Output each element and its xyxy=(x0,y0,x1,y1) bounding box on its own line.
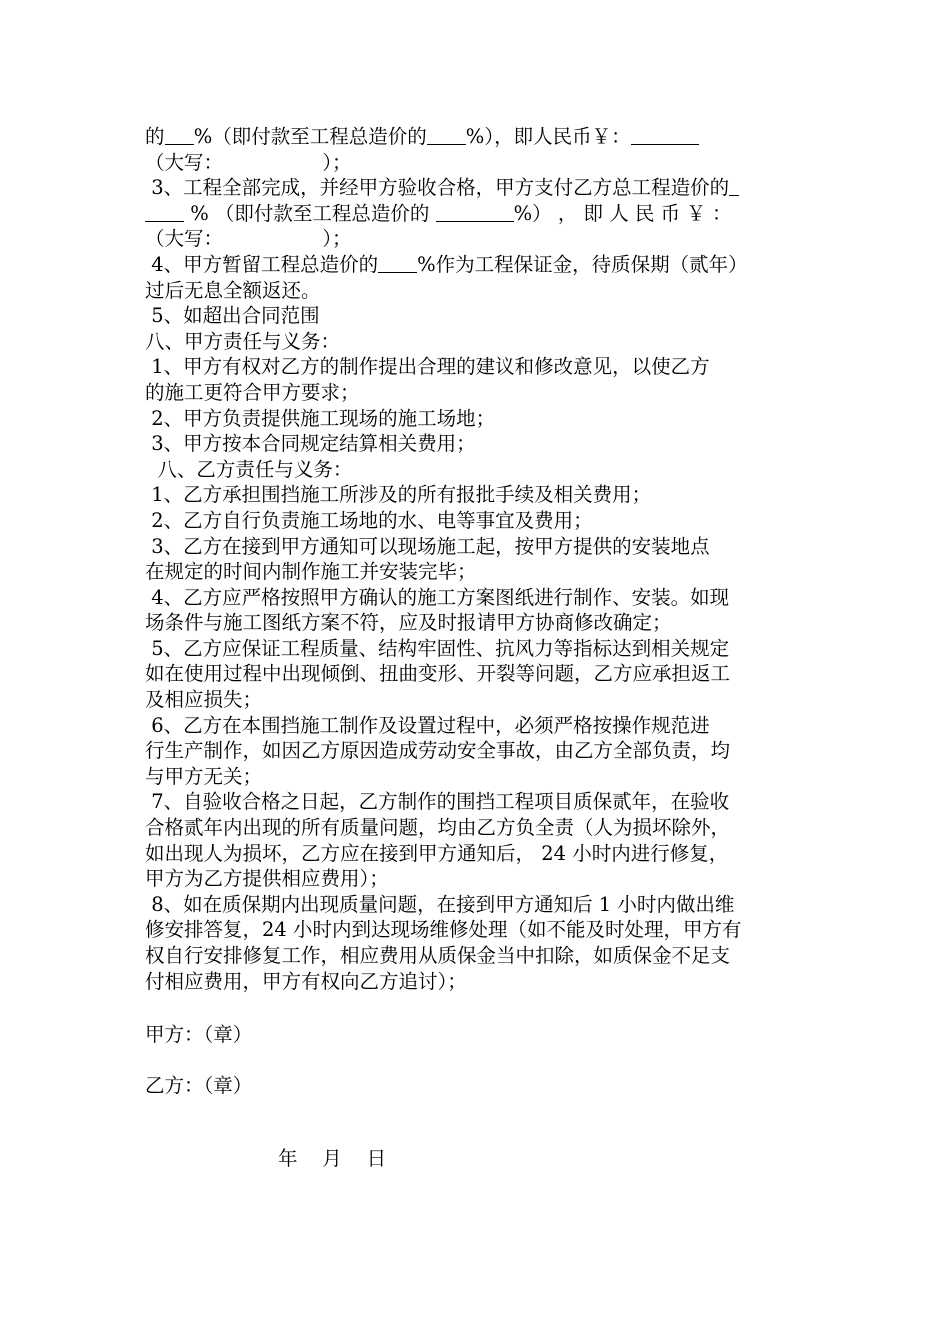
text-segment: 5、如超出合同范围 xyxy=(145,304,320,328)
text-line xyxy=(145,175,810,201)
text-segment: 合格贰年内出现的所有质量问题，均由乙方负全责（人为损坏除外， xyxy=(145,816,731,840)
text-line xyxy=(145,303,810,329)
text-segment: ）； xyxy=(322,227,352,251)
text-segment: （大写： xyxy=(145,227,224,251)
fill-in-blank xyxy=(165,125,194,145)
text-segment: 8、如在质保期内出现质量问题，在接到甲方通知后 1 小时内做出维 xyxy=(145,892,735,916)
text-line xyxy=(145,789,810,815)
text-segment: 权自行安排修复工作，相应费用从质保金当中扣除，如质保金不足支 xyxy=(145,944,731,967)
party-b-signature: 乙方：（章） xyxy=(145,1074,253,1097)
text-segment: 2、乙方自行负责施工场地的水、电等事宜及费用； xyxy=(145,508,593,532)
text-segment: %作为工程保证金，待质保期（贰年） xyxy=(417,252,748,276)
text-line xyxy=(145,866,810,892)
text-line xyxy=(145,406,810,432)
fill-in-blank xyxy=(145,202,184,222)
text-line xyxy=(145,687,810,713)
text-segment: 6、乙方在本围挡施工制作及设置过程中，必须严格按操作规范进 xyxy=(145,713,710,737)
fill-in-blank xyxy=(729,176,739,196)
fill-in-blank xyxy=(427,125,466,145)
text-line xyxy=(145,738,810,764)
text-segment: （大写： xyxy=(145,150,224,174)
text-line xyxy=(145,841,810,867)
text-line xyxy=(145,354,810,380)
text-line xyxy=(145,559,810,585)
blank-space xyxy=(223,151,322,174)
text-segment: 1、甲方有权对乙方的制作提出合理的建议和修改意见，以使乙方 xyxy=(145,355,710,379)
text-segment: 付相应费用，甲方有权向乙方追讨）； xyxy=(145,969,467,993)
text-segment: 行生产制作，如因乙方原因造成劳动安全事故，由乙方全部负责，均 xyxy=(145,739,731,763)
text-segment: 与甲方无关； xyxy=(145,764,263,788)
text-line xyxy=(145,610,810,636)
text-line xyxy=(145,150,810,176)
text-segment: 4、甲方暂留工程总造价的 xyxy=(145,252,379,276)
text-segment: 4、乙方应严格按照甲方确认的施工方案图纸进行制作、安装。如现 xyxy=(145,585,730,609)
text-line xyxy=(145,534,810,560)
text-line xyxy=(145,917,810,943)
text-segment: %（即付款至工程总造价的 xyxy=(193,125,427,148)
date-line: 年 月 日 xyxy=(278,1147,387,1170)
text-segment: 在规定的时间内制作施工并安装完毕； xyxy=(145,560,477,584)
text-line xyxy=(145,815,810,841)
text-segment: % （即付款至工程总造价的 xyxy=(184,201,436,225)
text-line xyxy=(145,226,810,252)
text-line xyxy=(145,329,810,355)
text-line xyxy=(145,892,810,918)
text-segment: 修安排答复，24 小时内到达现场维修处理（如不能及时处理，甲方有 xyxy=(145,918,742,942)
party-a-signature: 甲方：（章） xyxy=(145,1023,253,1046)
text-line xyxy=(145,508,810,534)
text-line xyxy=(145,636,810,662)
text-segment: 场条件与施工图纸方案不符，应及时报请甲方协商修改确定； xyxy=(145,611,672,635)
text-line xyxy=(145,969,810,995)
text-line xyxy=(145,252,810,278)
text-segment: 如出现人为损坏，乙方应在接到甲方通知后， 24 小时内进行修复， xyxy=(145,841,729,865)
text-line xyxy=(145,201,810,227)
text-segment: 7、自验收合格之日起，乙方制作的围挡工程项目质保贰年，在验收 xyxy=(145,790,730,814)
text-line xyxy=(145,713,810,739)
text-line xyxy=(145,482,810,508)
blank-space xyxy=(223,227,322,250)
text-segment: 过后无息全额返还。 xyxy=(145,278,321,302)
text-segment: 甲方为乙方提供相应费用）； xyxy=(145,867,389,891)
text-line xyxy=(145,124,810,150)
text-segment: ）； xyxy=(322,150,352,174)
contract-body xyxy=(145,124,810,994)
text-segment: 5、乙方应保证工程质量、结构牢固性、抗风力等指标达到相关规定 xyxy=(145,636,730,660)
text-line xyxy=(145,278,810,304)
text-line xyxy=(145,457,810,483)
text-line xyxy=(145,431,810,457)
fill-in-blank xyxy=(436,202,514,222)
text-segment: 如在使用过程中出现倾倒、扭曲变形、开裂等问题，乙方应承担返工 xyxy=(145,662,731,686)
text-segment: 2、甲方负责提供施工现场的施工场地； xyxy=(145,406,496,430)
fill-in-blank xyxy=(378,253,417,273)
text-segment: 八、乙方责任与义务： xyxy=(145,457,353,481)
text-line xyxy=(145,380,810,406)
text-segment: %） ， 即 人 民 币 ￥ ： xyxy=(513,201,732,225)
text-segment: 3、乙方在接到甲方通知可以现场施工起，按甲方提供的安装地点 xyxy=(145,534,710,558)
text-line xyxy=(145,764,810,790)
text-line xyxy=(145,585,810,611)
text-segment: 3、甲方按本合同规定结算相关费用； xyxy=(145,432,476,456)
text-line xyxy=(145,661,810,687)
text-segment: 的 xyxy=(145,125,165,148)
fill-in-blank xyxy=(631,125,699,145)
text-segment: 3、工程全部完成，并经甲方验收合格，甲方支付乙方总工程造价的 xyxy=(145,176,730,200)
text-segment: 的施工更符合甲方要求； xyxy=(145,380,360,404)
text-line xyxy=(145,943,810,969)
text-segment: 1、乙方承担围挡施工所涉及的所有报批手续及相关费用； xyxy=(145,483,652,507)
text-segment: 及相应损失； xyxy=(145,688,263,712)
text-segment: %），即人民币￥： xyxy=(465,125,631,148)
text-segment: 八、甲方责任与义务： xyxy=(145,329,341,353)
